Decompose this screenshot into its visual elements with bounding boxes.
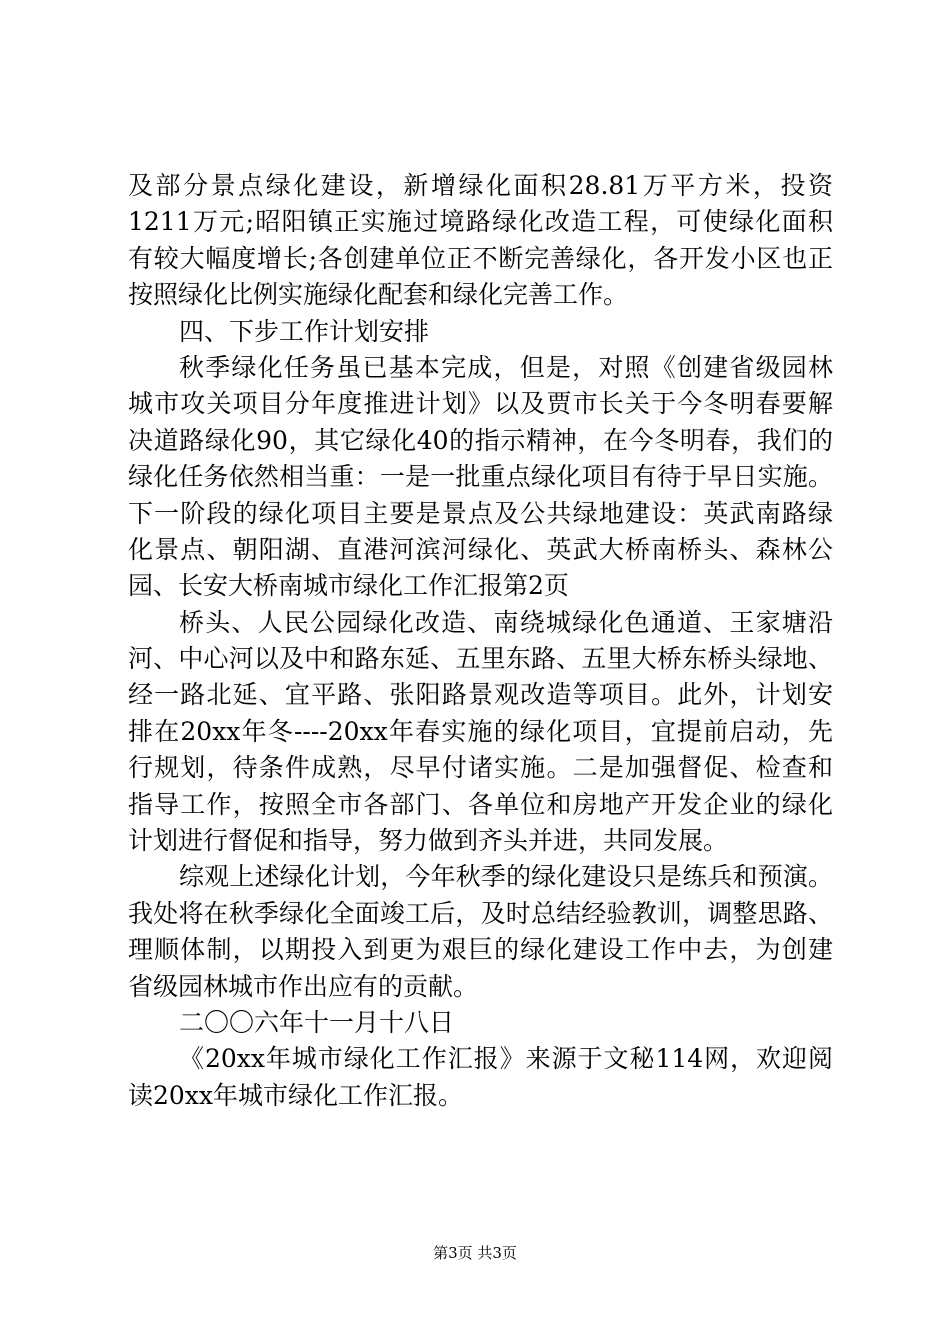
paragraph-source-note [128,1041,833,1114]
text-line: 园、长安大桥南城市绿化工作汇报第2页 [128,571,569,601]
text-line: 及部分景点绿化建设，新增绿化面积28.81万平方米，投资 [128,171,833,200]
text-line: 城市攻关项目分年度推进计划》以及贾市长关于今冬明春要解 [128,389,833,419]
text-line: 综观上述绿化计划，今年秋季的绿化建设只是练兵和预演。 [179,862,833,892]
text-line: 我处将在秋季绿化全面竣工后，及时总结经验教训，调整思路、 [128,898,833,928]
page-footer: 第3页 共3页 [433,1244,517,1262]
text-line: 省级园林城市作出应有的贡献。 [128,971,479,1001]
paragraph-projects-continued [128,605,833,860]
paragraph-autumn-tasks [128,350,833,605]
section-heading-next-steps [128,314,833,350]
text-line: 绿化任务依然相当重：一是一批重点绿化项目有待于早日实施。 [128,462,833,492]
paragraph-greening-progress [128,168,833,314]
text-line: 排在20xx年冬----20xx年春实施的绿化项目，宜提前启动，先 [128,716,833,746]
text-line: 计划进行督促和指导，努力做到齐头并进，共同发展。 [128,826,729,856]
text-line: 读20xx年城市绿化工作汇报。 [128,1080,464,1110]
text-line: 四、下步工作计划安排 [179,316,430,346]
text-line: 经一路北延、宜平路、张阳路景观改造等项目。此外，计划安 [128,680,833,710]
text-line: 按照绿化比例实施绿化配套和绿化完善工作。 [128,280,629,310]
text-line: 河、中心河以及中和路东延、五里东路、五里大桥东桥头绿地、 [128,644,833,674]
document-body [128,168,833,1114]
text-line: 下一阶段的绿化项目主要是景点及公共绿地建设：英武南路绿 [128,498,833,528]
paragraph-summary [128,859,833,1005]
text-line: 行规划，待条件成熟，尽早付诸实施。二是加强督促、检查和 [128,753,833,783]
text-line: 《20xx年城市绿化工作汇报》来源于文秘114网，欢迎阅 [179,1044,833,1074]
text-line: 理顺体制，以期投入到更为艰巨的绿化建设工作中去，为创建 [128,935,833,965]
text-line: 化景点、朝阳湖、直港河滨河绿化、英武大桥南桥头、森林公 [128,534,833,564]
text-line: 有较大幅度增长;各创建单位正不断完善绿化，各开发小区也正 [128,243,833,273]
text-line: 桥头、人民公园绿化改造、南绕城绿化色通道、王家塘沿 [179,607,833,637]
text-line: 秋季绿化任务虽已基本完成，但是，对照《创建省级园林 [179,352,833,382]
text-line: 指导工作，按照全市各部门、各单位和房地产开发企业的绿化 [128,789,833,819]
date-line [128,1005,833,1041]
text-line: 二〇〇六年十一月十八日 [179,1007,455,1037]
text-line: 决道路绿化90，其它绿化40的指示精神，在今冬明春，我们的 [128,425,833,455]
text-line: 1211万元;昭阳镇正实施过境路绿化改造工程，可使绿化面积 [128,207,833,237]
